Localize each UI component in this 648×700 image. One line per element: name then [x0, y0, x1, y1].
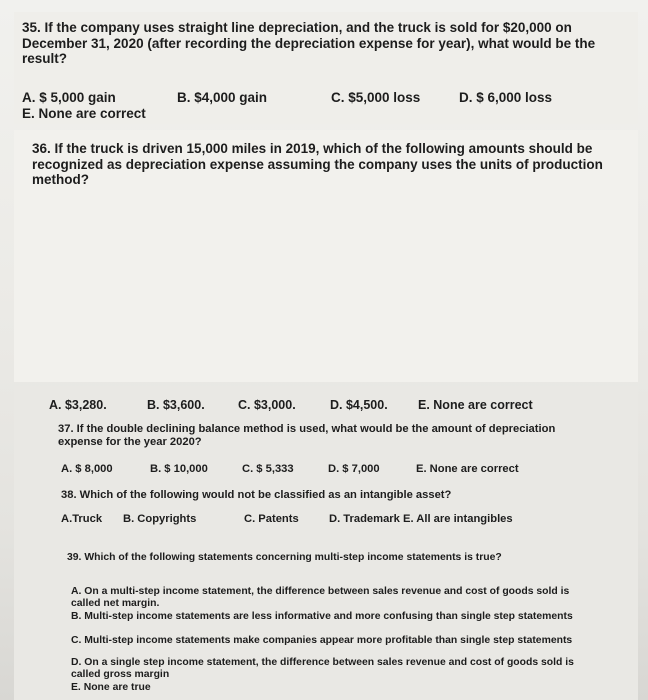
q38-option-c[interactable]: C. Patents [244, 513, 299, 525]
question-37-text: 37. If the double declining balance method is used, what would be the amount of depreciation expense for the year 2020? [58, 423, 556, 448]
q36-option-a[interactable]: A. $3,280. [49, 398, 107, 412]
q36-option-e[interactable]: E. None are correct [418, 398, 533, 412]
q39-option-c[interactable]: C. Multi-step income statements make companies appear more profitable than single step statements [71, 635, 573, 646]
q37-option-d[interactable]: D. $ 7,000 [328, 463, 380, 475]
q35-option-d[interactable]: D. $ 6,000 loss [459, 90, 553, 105]
q39-option-d[interactable]: D. On a single step income statement, the difference between sales revenue and cost of goods sold is called gross margin [71, 657, 574, 680]
question-39-text: 39. Which of the following statements concerning multi-step income statements is true? [67, 552, 502, 563]
q39-option-b[interactable]: B. Multi-step income statements are less informative and more confusing than single step statements [71, 611, 573, 622]
q38-option-b[interactable]: B. Copyrights [123, 513, 197, 525]
q36-option-c[interactable]: C. $3,000. [238, 398, 296, 412]
q36-option-d[interactable]: D. $4,500. [330, 398, 388, 412]
q35-option-e[interactable]: E. None are correct [22, 106, 146, 121]
q35-option-b[interactable]: B. $4,000 gain [177, 90, 268, 105]
q35-option-c[interactable]: C. $5,000 loss [331, 90, 421, 105]
q37-option-c[interactable]: C. $ 5,333 [242, 463, 294, 475]
question-35-text: 35. If the company uses straight line depreciation, and the truck is sold for $20,000 on December 31, 2020 (after recording the depreciation expense for year), what would be the result? [22, 20, 596, 67]
q38-option-d-e[interactable]: D. Trademark E. All are intangibles [329, 513, 513, 525]
q39-option-e[interactable]: E. None are true [71, 682, 151, 693]
q37-option-a[interactable]: A. $ 8,000 [61, 463, 113, 475]
q39-option-a[interactable]: A. On a multi-step income statement, the difference between sales revenue and cost of goods sold is called net margin. [71, 586, 570, 609]
q37-option-b[interactable]: B. $ 10,000 [150, 463, 208, 475]
q35-option-a[interactable]: A. $ 5,000 gain [22, 90, 116, 105]
question-36-text: 36. If the truck is driven 15,000 miles in 2019, which of the following amounts should be recognized as depreciation expense assuming the company uses the units of production method? [32, 141, 603, 188]
q38-option-a[interactable]: A.Truck [61, 513, 103, 525]
q37-option-e[interactable]: E. None are correct [416, 463, 519, 475]
question-38-text: 38. Which of the following would not be classified as an intangible asset? [61, 489, 452, 501]
q36-option-b[interactable]: B. $3,600. [147, 398, 205, 412]
